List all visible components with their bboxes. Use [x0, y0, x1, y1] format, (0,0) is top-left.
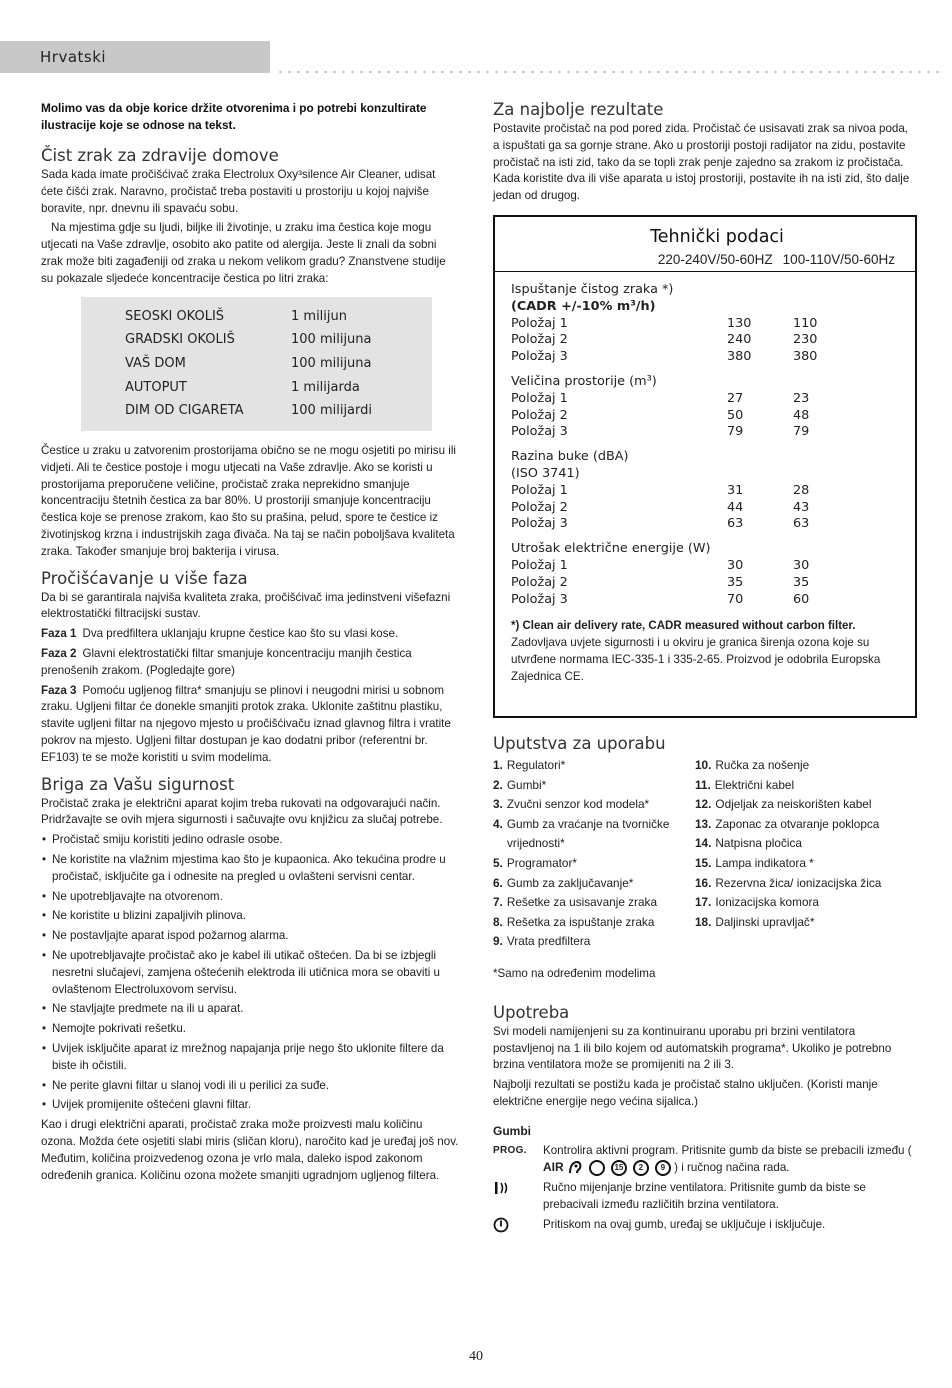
place-label: GRADSKI OKOLIŠ [125, 332, 235, 348]
list-item: • Ne upotrebljavajte na otvorenom. [52, 889, 459, 906]
table-row [125, 399, 432, 423]
spec-group-label: Razina buke (dBA) [511, 449, 629, 465]
technical-data-header [495, 217, 915, 272]
paragraph: Na mjestima gdje su ljudi, biljke ili životinje, u zraku ima čestica koje mogu utjecati na Vaše zdravlje, osobito ako patite od alergija. Jeste li znali da sobni zrak može biti zagađeniji od zraka u nekom velikom gradu? Znanstvene studije su pokazale sljedeće koncentracije čestica po litri zraka: [41, 221, 446, 285]
count-value: 1 milijarda [291, 379, 360, 395]
spec-row: Položaj 1 31 28 [511, 482, 810, 498]
list-item: 18. Daljinski upravljač* [695, 914, 815, 929]
table-row [125, 352, 432, 376]
list-item: • Nemojte pokrivati rešetku. [52, 1021, 459, 1038]
spec-group-cadr [511, 282, 899, 366]
page-number: 40 [469, 1349, 483, 1364]
list-item: • Ne perite glavni filtar u slanoj vodi ili u perilici za suđe. [52, 1078, 459, 1095]
paragraph: Postavite pročistač na pod pored zida. Pročistač će usisavati zrak sa nivoa poda, a ispuštati ga sa gornje strane. Ako u prostoriji postoji radijator na zidu, postavite pročistač na isti zid, tako da se topli zrak penje zajedno sa zrakom iz pročistača. Kada koristite dva ili više aparata u istoj prostoriji, postavite ih na isti zid, što dalje jedan od drugog. [493, 122, 910, 203]
spec-row: Položaj 2 50 48 [511, 407, 810, 423]
cadr-footnote: *) Clean air delivery rate, CADR measured without carbon filter. [511, 620, 856, 633]
clock-mode-icon [589, 1160, 605, 1176]
paragraph: Najbolji rezultati se postižu kada je pročistač stalno uključen. (Koristi manje električne energije nego većina sijalica.) [493, 1078, 878, 1108]
list-item: 12. Odjeljak za neiskorišten kabel [695, 797, 872, 812]
safety-list [41, 832, 459, 1114]
count-value: 100 milijardi [291, 403, 373, 419]
count-value: 1 milijun [291, 308, 347, 324]
phase-item [41, 683, 459, 767]
phase-text: Pomoću ugljenog filtra* smanjuju se plinovi i neugodni mirisi u sobnom zraku. Ugljeni filtar će donekle smanjiti protok zraka. Uklonite zaštitnu plastiku, stavite ugljeni filtar na njegovo mjesto u pročišćivaču iznad glavnog filtra i vratite pokrov na mjesto. Ugljeni filtar dostupan je kao dodatni pribor (referentni br. EF103) te se može koristiti u svim modelima. [41, 683, 451, 764]
list-item: 7. Rešetke za usisavanje zraka [493, 895, 658, 910]
spec-group-room-size [511, 374, 899, 441]
count-value: 100 milijuna [291, 355, 372, 371]
list-item: 16. Rezervna žica/ ionizacijska žica [695, 875, 882, 890]
timer-9-icon: 9 [655, 1160, 671, 1176]
paragraph: Čestice u zraku u zatvorenim prostorijama obično se ne mogu osjetiti po mirisu ili vidjeti. Ali te čestice postoje i mogu utjecati na Vaše zdravlje. Ako se koristi u prostorijama preporučene veličine, pročistač zraka neprekidno smanjuje koncentraciju štetnih čestica za bar 80%. U prostoriji smanjuje koncentraciju čestica koje se prenose zrakom, kao što su prašina, pelud, spore te čestice iz životinjskog krzna i industrijskih zaga đivača. Na taj se način poboljšava kvaliteta zraka. Također smanjuje broj bakterija i virusa. [41, 444, 456, 558]
phase-label: Faza 1 [41, 627, 77, 641]
timer-15-icon: 15 [611, 1160, 627, 1176]
list-item: • Pročistač smiju koristiti jedino odrasle osobe. [52, 832, 459, 849]
list-item: • Ne stavljajte predmete na ili u aparat. [52, 1001, 459, 1018]
list-item: 13. Zaponac za otvaranje poklopca [695, 816, 880, 831]
list-item: 8. Rešetka za ispuštanje zraka [493, 914, 655, 929]
spec-group-sublabel: (ISO 3741) [511, 465, 580, 481]
paragraph: Svi modeli namijenjeni su za kontinuiranu uporabu pri brzini ventilatora postavljenoj na 1 ili bilo kojem od automatskih programa*. Ukoliko je potrebno brzina ventilatora može se promijeniti na 2 ili 3. [493, 1024, 892, 1072]
spec-group-label: Veličina prostorije (m³) [511, 373, 657, 389]
spec-row: Položaj 2 240 230 [511, 332, 818, 348]
spec-row: Položaj 3 380 380 [511, 349, 818, 365]
button-description-power: Pritiskom na ovaj gumb, uređaj se uključuje i isključuje. [493, 1217, 917, 1240]
phase-label: Faza 2 [41, 647, 77, 661]
section-title-usage: Upotreba [493, 1002, 570, 1022]
paragraph: Pročistač zraka je električni aparat kojim treba rukovati na odgovarajući način. Pridržavajte se ovih mjera sigurnosti i sačuvajte ovu knjižicu za slučaj potrebe. [41, 796, 443, 827]
technical-data-title: Tehnički podaci [650, 226, 784, 247]
lead-paragraph: Molimo vas da obje korice držite otvorenima i po potrebi konzultirate ilustracije koje se odnose na tekst. [41, 101, 427, 132]
sound-sensor-icon [567, 1160, 583, 1176]
place-label: AUTOPUT [125, 379, 187, 395]
buttons-heading: Gumbi [493, 1123, 531, 1138]
language-tab [0, 41, 270, 73]
button-description-prog: PROG. Kontrolira aktivni program. Pritisnite gumb da biste se prebacili između ( AIR 15 2 9 ) i ručnog načina rada. [493, 1143, 917, 1178]
phase-text: Dva predfiltera uklanjaju krupne čestice kao što su vlasi kose. [82, 627, 399, 641]
paragraph: Da bi se garantirala najviša kvaliteta zraka, pročišćivač ima jedinstveni višefazni elektrostatički filtracijski sustav. [41, 590, 451, 621]
count-value: 100 milijuna [291, 332, 372, 348]
section-title-filtration: Pročišćavanje u više faza [41, 568, 248, 588]
spec-row: Položaj 1 27 23 [511, 390, 810, 406]
spec-row: Položaj 3 63 63 [511, 516, 810, 532]
place-label: DIM OD CIGARETA [125, 403, 244, 419]
particle-concentration-table [81, 297, 432, 432]
section-title-instructions: Uputstva za uporabu [493, 733, 666, 753]
prog-icon: PROG. [493, 1144, 527, 1156]
list-item: 11. Električni kabel [695, 777, 795, 792]
spec-row: Položaj 2 35 35 [511, 574, 810, 590]
phase-label: Faza 3 [41, 683, 77, 697]
phase-item [41, 646, 459, 680]
language-label: Hrvatski [40, 48, 107, 66]
list-item: • Ne koristite na vlažnim mjestima kao što je kupaonica. Ako tekućina prodre u pročistač, isključite ga i odnesite na pregled u ovlašteni servisni centar. [52, 852, 459, 886]
phase-item [41, 626, 459, 643]
mode-icons [567, 1160, 671, 1176]
spec-group-noise [511, 449, 899, 533]
spec-row: Položaj 1 130 110 [511, 315, 818, 331]
table-row [125, 328, 432, 352]
section-title-clean-air: Čist zrak za zdravije domove [41, 146, 279, 165]
button-description-speed: Ručno mijenjanje brzine ventilatora. Pritisnite gumb da biste se prebacivali između različitih brzina ventilatora. [493, 1180, 917, 1214]
parts-list [493, 756, 917, 952]
section-title-best-results: Za najbolje rezultate [493, 100, 664, 119]
fan-speed-icon [493, 1180, 511, 1196]
list-item: 17. Ionizacijska komora [695, 895, 819, 910]
section-title-safety: Briga za Vašu sigurnost [41, 774, 235, 794]
paragraph: Kao i drugi električni aparati, pročistač zraka može proizvesti malu količinu ozona. Možda ćete osjetiti slabi miris (sličan kloru), naročito kad je uređaj još nov. Međutim, količina proizvedenog ozona je vrlo mala, daleko ispod zakonom određenih granica. Količinu ozona možete smanjiti ugradnjom ugljenog filtera. [41, 1118, 459, 1182]
list-item: • Uvijek isključite aparat iz mrežnog napajanja prije nego što uklonite filtere da biste ih očistili. [52, 1041, 459, 1075]
place-label: SEOSKI OKOLIŠ [125, 308, 225, 324]
list-item: • Ne koristite u blizini zapaljivih plinova. [52, 908, 459, 925]
voltage-row [495, 250, 895, 270]
spec-group-label: Utrošak električne energije (W) [511, 541, 711, 557]
paragraph: Sada kada imate pročišćivač zraka Electrolux Oxy³silence Air Cleaner, udisat ćete čišći zrak. Naravno, pročistač treba postaviti u prostoriju u kojoj najviše boravite, npr. dnevnu ili spavaću sobu. [41, 168, 436, 215]
list-item: 2. Gumbi* [493, 777, 547, 792]
parts-list-column [493, 756, 695, 952]
technical-data-box [493, 215, 917, 718]
header-dotted-rule [276, 70, 944, 74]
list-item: 6. Gumb za zaključavanje* [493, 875, 634, 890]
list-item: • Ne upotrebljavajte pročistač ako je kabel ili utikač oštećen. Da bi se izbjegli nesretni slučajevi, zamjena oštećenih elektroda ili utičnica mora se obaviti u ovlaštenom Electroluxovom servisu. [52, 948, 459, 998]
spec-row: Položaj 1 30 30 [511, 557, 810, 573]
voltage-us: 100-110V/50-60Hz [782, 251, 895, 267]
list-item: 5. Programator* [493, 855, 577, 870]
spec-row: Položaj 3 79 79 [511, 424, 810, 440]
left-column [41, 100, 459, 1187]
list-item: 14. Natpisna pločica [695, 836, 802, 851]
right-column [493, 100, 917, 1242]
list-item: 15. Lampa indikatora * [695, 855, 814, 870]
table-row [125, 305, 432, 329]
air-mode-label: AIR [543, 1160, 564, 1175]
phase-text: Glavni elektrostatički filtar smanjuje koncentraciju manjih čestica prenošenih zrakom. (Pogledajte gore) [41, 647, 412, 677]
place-label: VAŠ DOM [125, 355, 186, 371]
list-item: 1. Regulatori* [493, 757, 566, 772]
voltage-eu: 220-240V/50-60HZ [657, 251, 773, 267]
list-item: • Ne postavljajte aparat ispod požarnog alarma. [52, 928, 459, 945]
compliance-note: Zadovljava uvjete sigurnosti i u okviru je granica širenja ozona koje su utvrđene normama IEC-335-1 i 335-2-65. Proizvod je odobrila Europska Zajednica CE. [511, 636, 881, 683]
list-item: 3. Zvučni senzor kod modela* [493, 797, 650, 812]
spec-group-sublabel: (CADR +/-10% m³/h) [511, 298, 656, 314]
power-icon [493, 1217, 509, 1233]
spec-row: Položaj 3 70 60 [511, 591, 810, 607]
spec-group-power [511, 541, 899, 608]
list-item: 9. Vrata predfiltera [493, 934, 591, 949]
list-item: 10. Ručka za nošenje [695, 757, 810, 772]
parts-footnote: *Samo na određenim modelima [493, 966, 656, 980]
parts-list-column [695, 756, 881, 952]
spec-row: Položaj 2 44 43 [511, 499, 810, 515]
timer-2-icon: 2 [633, 1160, 649, 1176]
spec-group-label: Ispuštanje čistog zraka *) [511, 281, 674, 297]
list-item: • Uvijek promijenite oštećeni glavni filtar. [52, 1097, 459, 1114]
table-row [125, 376, 432, 400]
technical-data-body [495, 272, 915, 686]
list-item: 4. Gumb za vraćanje na tvorničke vrijednosti* [493, 816, 670, 851]
